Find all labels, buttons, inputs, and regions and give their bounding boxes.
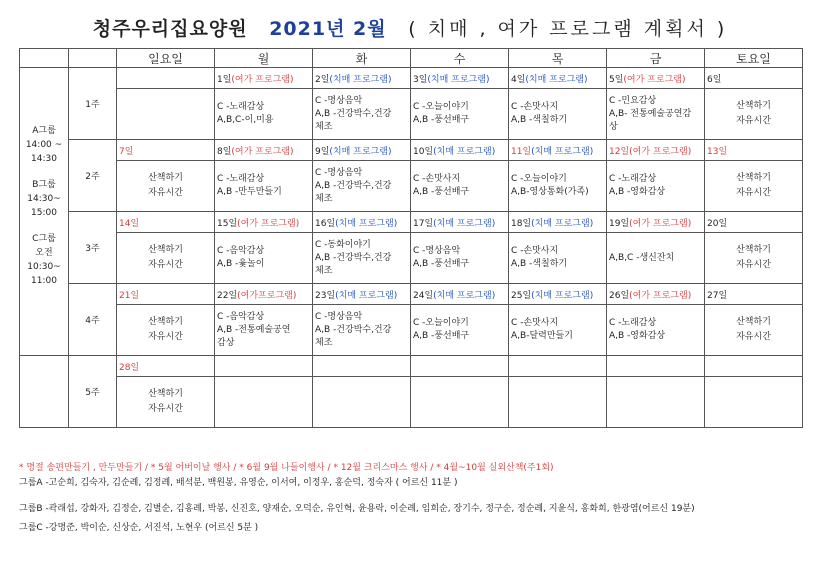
week-date-row [20, 212, 803, 233]
activity-line: C -동화이야기 [315, 239, 371, 250]
activity-line: C -명상음악 [315, 311, 363, 322]
date-cell [509, 68, 607, 89]
activity-cell [313, 89, 411, 140]
activity-line: C -음악감상 [217, 246, 265, 256]
date-cell [509, 356, 607, 377]
activity-cell [607, 377, 705, 428]
date-number: 28일 [119, 362, 140, 373]
week-activity-row [20, 89, 803, 140]
activity-cell [509, 233, 607, 284]
activity-line: 산책하기 [736, 317, 771, 327]
activity-line: C -손맛사지 [413, 174, 461, 184]
free-time-cell [117, 233, 215, 284]
program-type: (치매 프로그램) [531, 218, 594, 229]
week-label: 4주 [69, 284, 117, 356]
date-number: 3일 [413, 74, 428, 85]
events-note: * 명절 송편만들기 , 만두만들기 / * 5월 어버이날 행사 / * 6월 9월 나들이행사 / * 12월 크리스마스 행사 / * 4월~10월 실외산책(주1회) [19, 463, 554, 473]
activity-cell [509, 161, 607, 212]
date-number: 14일 [119, 218, 140, 229]
program-type: (여가 프로그램) [231, 74, 294, 85]
activity-line: C -손맛사지 [511, 318, 559, 328]
program-type: (여가 프로그램) [629, 218, 692, 229]
activity-cell [607, 161, 705, 212]
day-header-sun: 일요일 [117, 49, 215, 68]
program-type: (여가 프로그램) [623, 74, 686, 85]
activity-line: C -음악감상 [217, 311, 265, 322]
date-cell [705, 284, 803, 305]
week-date-row [20, 356, 803, 377]
date-cell [607, 212, 705, 233]
activity-cell [215, 305, 313, 356]
activity-line: 산책하기 [148, 317, 183, 327]
activity-line: C -노래감상 [217, 174, 265, 184]
date-number: 2일 [315, 74, 330, 85]
activity-line: A,B -전통예술공연 [217, 324, 291, 335]
group-c-time [22, 232, 66, 288]
activity-line: 자유시간 [736, 188, 771, 198]
activity-line: A,B -영화감상 [609, 187, 666, 197]
date-cell [607, 356, 705, 377]
group-b-time [22, 178, 66, 220]
program-type: (치매 프로그램) [433, 218, 496, 229]
activity-line: C -오늘이야기 [511, 174, 567, 184]
group-time-line: 10:30~ [27, 261, 61, 272]
date-cell [411, 356, 509, 377]
date-cell [705, 356, 803, 377]
activity-cell [607, 89, 705, 140]
date-cell [607, 140, 705, 161]
activity-cell [411, 377, 509, 428]
date-number: 21일 [119, 290, 140, 301]
day-header-mon: 월 [215, 49, 313, 68]
activity-line: C -손맛사지 [511, 102, 559, 112]
activity-cell [607, 305, 705, 356]
activity-line: 자유시간 [736, 260, 771, 270]
date-cell [215, 284, 313, 305]
group-time-line: 14:00 ~ [25, 139, 63, 150]
date-number: 26일 [609, 290, 630, 301]
date-number: 6일 [707, 74, 722, 85]
week-date-row [20, 68, 803, 89]
plan-month: 2021년 2월 [269, 18, 387, 40]
date-number: 19일 [609, 218, 630, 229]
day-header-thu: 목 [509, 49, 607, 68]
date-cell [313, 284, 411, 305]
date-number: 10일 [413, 146, 434, 157]
group-schedule [20, 68, 69, 356]
activity-line: 산책하기 [148, 173, 183, 183]
date-cell [607, 284, 705, 305]
date-number: 16일 [315, 218, 336, 229]
document-title [0, 14, 820, 41]
day-header-tue: 화 [313, 49, 411, 68]
activity-line: A,B -색칠하기 [511, 115, 568, 125]
free-time-cell [705, 305, 803, 356]
date-cell [313, 140, 411, 161]
activity-line: 상 [609, 121, 618, 132]
activity-line: A,B -만두만들기 [217, 187, 282, 197]
week-label: 2주 [69, 140, 117, 212]
date-cell [705, 68, 803, 89]
date-cell [509, 140, 607, 161]
group-time-line: 15:00 [31, 207, 57, 218]
free-time-cell [705, 233, 803, 284]
activity-line: 자유시간 [736, 116, 771, 126]
plan-subtitle: ( 치매 , 여가 프로그램 계획서 ) [408, 18, 728, 40]
program-type: (여가 프로그램) [629, 290, 692, 301]
date-cell [313, 212, 411, 233]
date-cell [509, 284, 607, 305]
activity-line: A,B,C-이,미용 [217, 115, 274, 125]
date-cell [509, 212, 607, 233]
date-number: 22일 [217, 290, 238, 301]
activity-cell [313, 233, 411, 284]
free-time-cell [705, 377, 803, 428]
date-number: 8일 [217, 146, 232, 157]
day-header-fri: 금 [607, 49, 705, 68]
date-cell [215, 212, 313, 233]
activity-line: 체조 [315, 193, 333, 204]
activity-line: C -명상음악 [315, 95, 363, 106]
date-cell [705, 140, 803, 161]
program-type: (치매 프로그램) [531, 290, 594, 301]
program-type: (치매 프로그램) [427, 74, 490, 85]
activity-line: C -노래감상 [217, 102, 265, 112]
group-time-line: 오전 [35, 247, 53, 258]
date-cell [215, 356, 313, 377]
date-cell [313, 356, 411, 377]
date-cell [117, 356, 215, 377]
program-type: (여가 프로그램) [231, 146, 294, 157]
week-label: 3주 [69, 212, 117, 284]
activity-line: 자유시간 [148, 404, 183, 414]
program-type: (치매 프로그램) [433, 290, 496, 301]
activity-line: A,B -풍선배구 [413, 187, 470, 197]
activity-cell [313, 305, 411, 356]
date-number: 27일 [707, 290, 728, 301]
week-activity-row [20, 161, 803, 212]
activity-line: A,B-달력만들기 [511, 331, 573, 341]
week-date-row [20, 284, 803, 305]
program-type: (치매 프로그램) [433, 146, 496, 157]
program-type: (치매 프로그램) [525, 74, 588, 85]
program-type: (치매 프로그램) [329, 146, 392, 157]
date-number: 15일 [217, 218, 238, 229]
activity-line: C -오늘이야기 [413, 102, 469, 112]
program-type: (여가 프로그램) [237, 218, 300, 229]
facility-name: 청주우리집요양원 [92, 18, 248, 40]
program-type: (여가 프로그램) [629, 146, 692, 157]
program-type: (여가프로그램) [237, 290, 297, 301]
week-date-row [20, 140, 803, 161]
free-time-cell [117, 161, 215, 212]
activity-cell [411, 233, 509, 284]
free-time-cell [117, 305, 215, 356]
date-cell [705, 212, 803, 233]
week-activity-row [20, 377, 803, 428]
program-type: (치매 프로그램) [335, 218, 398, 229]
date-cell [411, 140, 509, 161]
date-cell [117, 140, 215, 161]
activity-line: 산책하기 [736, 245, 771, 255]
activity-line: A,B -건강박수,건강 [315, 252, 392, 263]
activity-line: 산책하기 [148, 389, 183, 399]
group-a-members: 그룹A -고순희, 김숙자, 김순례, 김정례, 배석분, 백원봉, 유영순, 이서여, 이정우, 홍순덕, 정숙자 ( 어르신 11분 ) [19, 478, 458, 488]
activity-cell [509, 89, 607, 140]
activity-cell [411, 305, 509, 356]
activity-line: A,B -풍선배구 [413, 259, 470, 269]
group-time-line: 11:00 [31, 275, 57, 286]
activity-line: 자유시간 [736, 332, 771, 342]
date-number: 9일 [315, 146, 330, 157]
activity-cell [411, 89, 509, 140]
activity-line: A,B -건강박수,건강 [315, 180, 392, 191]
activity-cell [313, 377, 411, 428]
date-cell [313, 68, 411, 89]
activity-line: 자유시간 [148, 332, 183, 342]
activity-line: 산책하기 [736, 101, 771, 111]
group-c-members: 그룹C -강명준, 박이순, 신상순, 서진석, 노현우 (어르신 5분 ) [19, 523, 259, 533]
week-label: 1주 [69, 68, 117, 140]
free-time-cell [117, 377, 215, 428]
date-number: 13일 [707, 146, 728, 157]
date-cell [411, 284, 509, 305]
activity-line: 체조 [315, 265, 333, 276]
activity-line: 체조 [315, 121, 333, 132]
group-time-line: C그룹 [32, 233, 56, 244]
activity-line: A,B -건강박수,건강 [315, 324, 392, 335]
group-time-line: B그룹 [32, 179, 56, 190]
group-a-time [22, 124, 66, 166]
activity-line: 체조 [315, 337, 333, 348]
date-number: 23일 [315, 290, 336, 301]
date-cell [607, 68, 705, 89]
group-column-empty [20, 356, 69, 428]
date-number: 18일 [511, 218, 532, 229]
date-cell [117, 284, 215, 305]
activity-line: C -민요감상 [609, 95, 657, 106]
activity-line: 자유시간 [148, 260, 183, 270]
program-type: (치매 프로그램) [329, 74, 392, 85]
date-cell [215, 140, 313, 161]
activity-cell [215, 377, 313, 428]
activity-line: C -오늘이야기 [413, 318, 469, 328]
date-cell [215, 68, 313, 89]
date-cell [411, 212, 509, 233]
activity-line: 산책하기 [148, 245, 183, 255]
activity-line: A,B -풍선배구 [413, 331, 470, 341]
activity-line: 감상 [217, 337, 235, 348]
date-number: 24일 [413, 290, 434, 301]
activity-line: A,B- 전통예술공연감 [609, 108, 692, 119]
corner-cell [20, 49, 69, 68]
activity-cell [411, 161, 509, 212]
free-time-cell [117, 89, 215, 140]
activity-line: C -노래감상 [609, 318, 657, 328]
activity-cell [509, 377, 607, 428]
program-calendar [19, 48, 803, 428]
date-number: 12일 [609, 146, 630, 157]
activity-line: C -명상음악 [315, 167, 363, 178]
date-cell [117, 212, 215, 233]
activity-line: C -노래감상 [609, 174, 657, 184]
activity-line: A,B -색칠하기 [511, 259, 568, 269]
date-number: 20일 [707, 218, 728, 229]
activity-line: C -손맛사지 [511, 246, 559, 256]
date-number: 5일 [609, 74, 624, 85]
day-header-sat: 토요일 [705, 49, 803, 68]
day-header-row [20, 49, 803, 68]
week-activity-row [20, 233, 803, 284]
activity-line: C -명상음악 [413, 246, 461, 256]
program-type: (치매 프로그램) [531, 146, 594, 157]
day-header-wed: 수 [411, 49, 509, 68]
activity-line: A,B -윷놀이 [217, 259, 265, 269]
activity-line: A,B -풍선배구 [413, 115, 470, 125]
date-number: 25일 [511, 290, 532, 301]
date-cell [411, 68, 509, 89]
date-number: 1일 [217, 74, 232, 85]
date-cell [117, 68, 215, 89]
week-activity-row [20, 305, 803, 356]
date-number: 11일 [511, 146, 532, 157]
activity-cell [509, 305, 607, 356]
free-time-cell [705, 89, 803, 140]
corner-cell [69, 49, 117, 68]
activity-cell [215, 233, 313, 284]
activity-cell [313, 161, 411, 212]
activity-line: 산책하기 [736, 173, 771, 183]
free-time-cell [705, 161, 803, 212]
activity-cell [215, 89, 313, 140]
activity-cell [215, 161, 313, 212]
activity-line: A,B-영상통화(가족) [511, 187, 589, 197]
group-time-line: 14:30~ [27, 193, 61, 204]
group-time-line: A그룹 [32, 125, 56, 136]
activity-line: A,B -건강박수,건강 [315, 108, 392, 119]
activity-line: A,B -영화감상 [609, 331, 666, 341]
program-type: (치매 프로그램) [335, 290, 398, 301]
activity-line: 자유시간 [148, 188, 183, 198]
week-label: 5주 [69, 356, 117, 428]
group-time-line: 14:30 [31, 153, 57, 164]
date-number: 4일 [511, 74, 526, 85]
group-b-members: 그룹B -곽래섭, 강화자, 김정순, 김별순, 김홍례, 박봉, 신진호, 양재순, 오덕순, 유인혁, 윤용락, 이순례, 임희순, 장기수, 정구순, 정순례, 지윤식, 홍화희, 한광염(어르신 19분) [19, 504, 695, 514]
date-number: 17일 [413, 218, 434, 229]
activity-cell [607, 233, 705, 284]
activity-line: A,B,C -생신잔치 [609, 252, 675, 263]
date-number: 7일 [119, 146, 134, 157]
